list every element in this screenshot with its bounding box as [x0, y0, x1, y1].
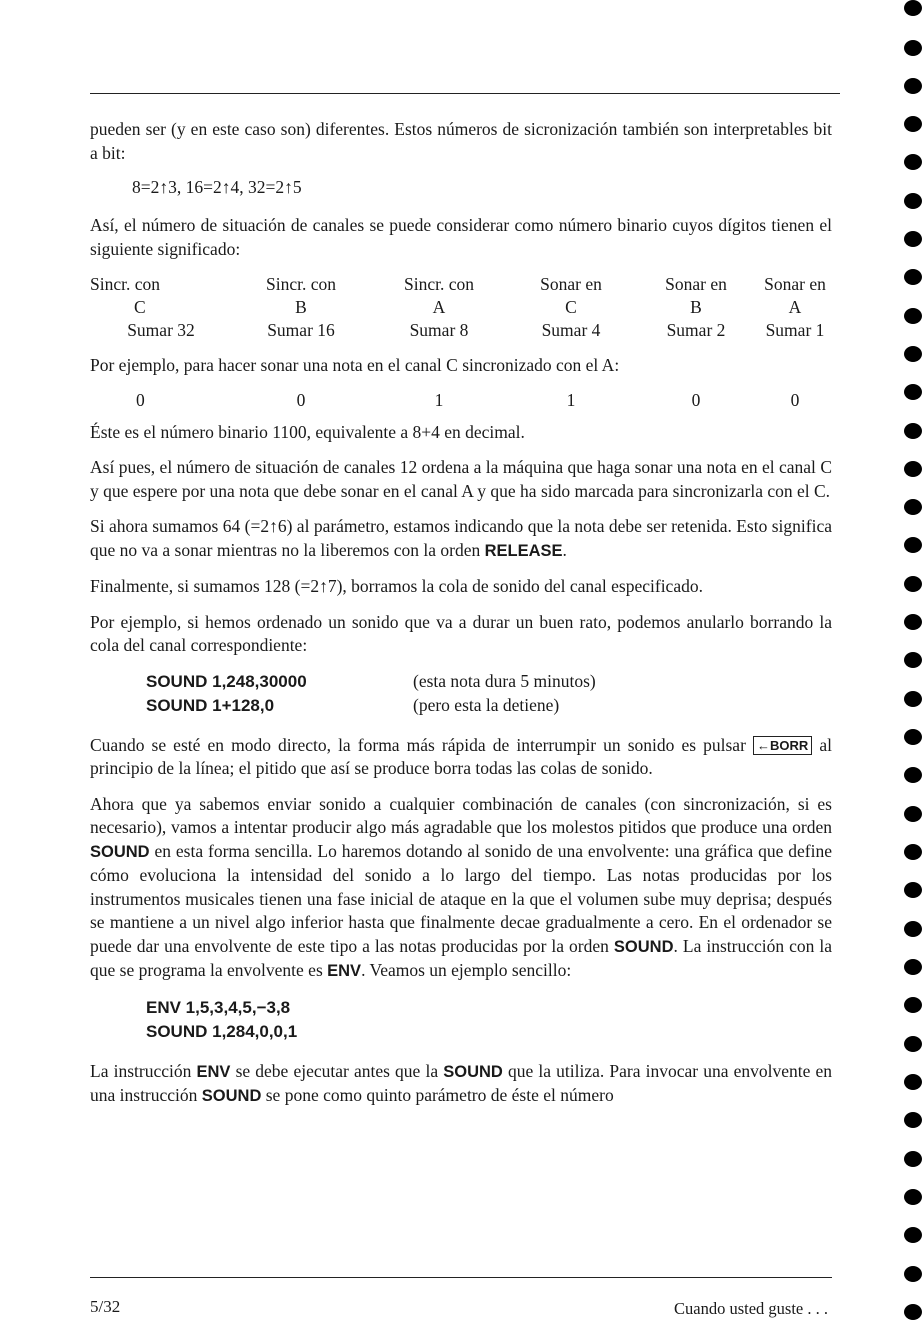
paragraph-envelope	[90, 793, 832, 984]
code-line: ENV 1,5,3,4,5,−3,8	[146, 997, 291, 1017]
bit-header: Sincr. con	[404, 274, 474, 294]
sound-keyword: SOUND	[443, 1062, 503, 1081]
bit-add: Sumar 4	[541, 320, 601, 340]
punch-hole	[904, 116, 922, 132]
binary-digit: 0	[296, 389, 306, 410]
bit-add: Sumar 2	[666, 320, 726, 340]
sound-keyword: SOUND	[201, 1087, 262, 1105]
punch-hole	[904, 959, 922, 975]
punch-hole	[904, 1227, 922, 1243]
bit-channel: A	[432, 297, 446, 317]
punch-hole	[904, 154, 922, 170]
punch-hole	[904, 1304, 922, 1320]
env-keyword: ENV	[196, 1062, 231, 1081]
borr-key: ←BORR	[753, 736, 812, 755]
page-body	[90, 118, 832, 1121]
bit-channel: B	[690, 297, 702, 317]
code-line: SOUND 1,248,30000	[146, 671, 307, 691]
bit-channel: C	[565, 297, 577, 317]
bit-channel: A	[788, 297, 802, 317]
binary-digits-row	[90, 390, 832, 411]
punch-hole	[904, 499, 922, 515]
bit-channel: C	[134, 297, 146, 317]
binary-digit: 0	[136, 389, 145, 410]
env-usage-text: La instrucción	[90, 1060, 192, 1081]
paragraph-sync-numbers: pueden ser (y en este caso son) diferentes. Estos números de sicronización también son interpretables bit a bit:	[90, 119, 832, 163]
punch-hole	[904, 193, 922, 209]
punch-hole	[904, 882, 922, 898]
bit-add: Sumar 8	[409, 320, 469, 340]
punch-hole	[904, 308, 922, 324]
code-example-1	[146, 670, 832, 718]
punch-hole	[904, 997, 922, 1013]
env-usage-text: se debe ejecutar antes que la	[235, 1060, 439, 1081]
envelope-text: . Veamos un ejemplo sencillo:	[361, 960, 572, 980]
binary-digit: 1	[566, 389, 576, 410]
punch-hole	[904, 1036, 922, 1052]
paragraph-flush: Finalmente, si sumamos 128 (=2↑7), borramos la cola de sonido del canal especificado.	[90, 576, 703, 596]
bit-add: Sumar 32	[127, 320, 195, 340]
direct-mode-text: Cuando se esté en modo directo, la forma más rápida de interrumpir un sonido es pulsar	[90, 734, 746, 755]
release-keyword: RELEASE	[484, 541, 563, 560]
punch-hole	[904, 767, 922, 783]
punch-hole	[904, 844, 922, 860]
code-line: SOUND 1+128,0	[146, 695, 275, 715]
punch-hole	[904, 729, 922, 745]
punch-hole	[904, 1151, 922, 1167]
envelope-text: en esta forma sencilla. Lo haremos dotando al sonido de una envolvente: una gráfica que define cómo evoluciona la intensidad del sonido a lo largo del tiempo. Las notas producidas por los instrumentos musicales tienen una fase inicial de ataque en la que el volumen sube muy deprisa; después se mantiene a un nivel algo inferior hasta que finalmente decae gradualmente a cero. En el ordenador se puede dar una envolvente de este tipo a las notas producidas por la orden	[90, 840, 832, 956]
punch-hole	[904, 423, 922, 439]
bit-header: Sincr. con	[90, 274, 160, 294]
bit-header: Sonar en	[540, 274, 602, 294]
punch-hole	[904, 346, 922, 362]
binary-digit: 0	[691, 389, 701, 410]
sound-keyword: SOUND	[90, 842, 150, 861]
top-rule	[90, 93, 840, 94]
paragraph-channel-12: Así pues, el número de situación de canales 12 ordena a la máquina que haga sonar una nota en el canal C y que espere por una nota que debe sonar en el canal A y que ha sido marcada para sincronizarla con el C.	[90, 457, 832, 501]
punch-hole	[904, 921, 922, 937]
bit-channel: B	[295, 297, 307, 317]
punch-hole	[904, 40, 922, 56]
direct-mode-text-end: al principio de la línea; el pitido que así se produce borra todas las colas de sonido.	[90, 734, 833, 778]
code-row	[146, 694, 832, 718]
paragraph-binary-1100: Éste es el número binario 1100, equivalente a 8+4 en decimal.	[90, 421, 525, 442]
code-comment: (esta nota dura 5 minutos)	[413, 671, 596, 691]
punch-hole	[904, 269, 922, 285]
code-example-2	[146, 996, 832, 1044]
paragraph-env-usage	[90, 1060, 832, 1109]
punch-hole	[904, 1266, 922, 1282]
punch-hole	[904, 691, 922, 707]
paragraph-direct-mode	[90, 734, 832, 781]
bit-header: Sonar en	[665, 274, 727, 294]
env-usage-text: se pone como quinto parámetro de éste el número	[265, 1085, 614, 1105]
punch-hole	[904, 537, 922, 553]
env-keyword: ENV	[327, 962, 362, 980]
punch-hole	[904, 461, 922, 477]
binary-digit: 0	[790, 389, 800, 410]
bottom-rule	[90, 1277, 832, 1278]
running-footer: Cuando usted guste . . .	[674, 1299, 828, 1318]
punch-hole	[904, 0, 922, 16]
bit-header: Sonar en	[764, 274, 826, 294]
punch-hole	[904, 806, 922, 822]
bit-add: Sumar 16	[267, 320, 335, 340]
code-comment: (pero esta la detiene)	[413, 695, 560, 715]
punch-hole	[904, 652, 922, 668]
punch-hole	[904, 231, 922, 247]
binary-digit: 1	[434, 389, 444, 410]
page-number: 5/32	[90, 1297, 121, 1316]
envelope-text: Ahora que ya sabemos enviar sonido a cualquier combinación de canales (con sincronización, si es necesario), vamos a intentar producir algo más agradable que los molestos pitidos que produce una orden	[90, 793, 832, 837]
bit-add: Sumar 1	[765, 320, 825, 340]
bit-header: Sincr. con	[266, 274, 336, 294]
sound-keyword: SOUND	[613, 937, 674, 956]
powers-line: 8=2↑3, 16=2↑4, 32=2↑5	[132, 177, 302, 197]
paragraph-hold: Si ahora sumamos 64 (=2↑6) al parámetro, estamos indicando que la nota debe ser retenida. Esto significa que no va a sonar mientras no la liberemos con la orden RELEASE.	[90, 516, 832, 560]
bits-table	[90, 273, 832, 342]
paragraph-binary-meaning: Así, el número de situación de canales se puede considerar como número binario cuyos dígitos tienen el siguiente significado:	[90, 215, 832, 259]
code-line: SOUND 1,284,0,0,1	[146, 1021, 298, 1041]
punch-hole	[904, 1189, 922, 1205]
punch-hole	[904, 1112, 922, 1128]
punch-hole	[904, 384, 922, 400]
code-row	[146, 670, 832, 694]
hold-text: Si ahora sumamos 64 (=2↑6) al parámetro, estamos indicando que la nota debe ser retenida. Esto significa que no va a sonar mientras no la liberemos con la orden	[90, 516, 832, 560]
punch-hole	[904, 1074, 922, 1090]
punch-hole	[904, 78, 922, 94]
punch-hole	[904, 614, 922, 630]
paragraph-example: Por ejemplo, para hacer sonar una nota en el canal C sincronizado con el A:	[90, 355, 620, 375]
envelope-text: . La instrucción con la que se programa la envolvente es	[90, 935, 832, 980]
binding-holes	[894, 0, 924, 1334]
env-usage-text: que la utiliza. Para invocar una envolvente en una instrucción	[90, 1060, 833, 1105]
paragraph-cancel: Por ejemplo, si hemos ordenado un sonido que va a durar un buen rato, podemos anularlo borrando la cola del canal correspondiente:	[90, 611, 832, 655]
punch-hole	[904, 576, 922, 592]
